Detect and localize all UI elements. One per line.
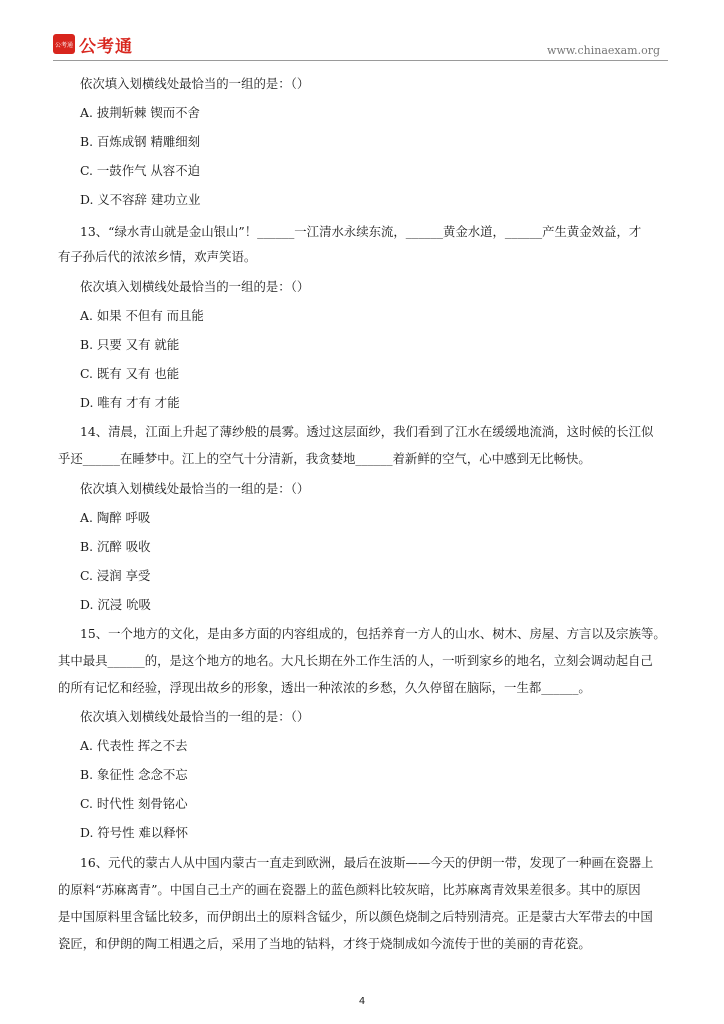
q16-stem-line-4: 瓷匠，和伊朗的陶工相遇之后，采用了当地的钴料，才终于烧制成如今流传于世的美丽的青花瓷。 [58, 936, 591, 951]
q13-stem-line-1: 13、“绿水青山就是金山银山”！______一江清水永续东流，______黄金水道，______产生黄金效益，才 [80, 224, 642, 239]
q16-stem-line-2: 的原料“苏麻离青”。中国自己土产的画在瓷器上的蓝色颜料比较灰暗，比苏麻离青效果差很多。其中的原因 [58, 882, 641, 897]
site-url[interactable]: www.chinaexam.org [547, 44, 660, 57]
q16-stem-line-3: 是中国原料里含锰比较多，而伊朗出土的原料含锰少，所以颜色烧制之后特别清亮。正是蒙古大军带去的中国 [58, 909, 653, 924]
q15-option-c: C. 时代性 刻骨铭心 [80, 796, 188, 811]
q15-prompt: 依次填入划横线处最恰当的一组的是：（） [80, 709, 310, 724]
q15-option-b: B. 象征性 念念不忘 [80, 767, 188, 782]
q12-prompt: 依次填入划横线处最恰当的一组的是：（） [80, 76, 310, 91]
q16-stem-line-1: 16、元代的蒙古人从中国内蒙古一直走到欧洲，最后在波斯——今天的伊朗一带，发现了一种画在瓷器上 [80, 855, 654, 870]
logo[interactable] [53, 33, 133, 55]
q15-stem-line-3: 的所有记忆和经验，浮现出故乡的形象，透出一种浓浓的乡愁，久久停留在脑际，一生都______。 [58, 680, 591, 695]
q12-option-d: D. 义不容辞 建功立业 [80, 192, 201, 207]
q15-option-d: D. 符号性 难以释怀 [80, 825, 189, 840]
q14-option-d: D. 沉浸 吮吸 [80, 597, 151, 612]
q14-stem-line-2: 乎还______在睡梦中。江上的空气十分清新，我贪婪地______着新鲜的空气，心中感到无比畅快。 [58, 451, 591, 466]
page-header [0, 0, 724, 62]
q14-option-b: B. 沉醉 吸收 [80, 539, 151, 554]
q14-stem-line-1: 14、清晨，江面上升起了薄纱般的晨雾。透过这层面纱，我们看到了江水在缓缓地流淌，这时候的长江似 [80, 424, 654, 439]
q13-prompt: 依次填入划横线处最恰当的一组的是：（） [80, 279, 310, 294]
q12-option-b: B. 百炼成钢 精雕细刻 [80, 134, 201, 149]
q13-option-a: A. 如果 不但有 而且能 [80, 308, 204, 323]
q13-option-b: B. 只要 又有 就能 [80, 337, 180, 352]
q14-prompt: 依次填入划横线处最恰当的一组的是：（） [80, 481, 310, 496]
header-divider [53, 60, 668, 61]
q13-option-d: D. 唯有 才有 才能 [80, 395, 180, 410]
q15-option-a: A. 代表性 挥之不去 [80, 738, 188, 753]
q13-option-c: C. 既有 又有 也能 [80, 366, 180, 381]
page-number: 4 [358, 996, 366, 1007]
q14-option-a: A. 陶醉 呼吸 [80, 510, 151, 525]
q13-stem-line-2: 有子孙后代的浓浓乡情，欢声笑语。 [58, 249, 257, 264]
logo-badge-icon: 公考通 [53, 34, 75, 54]
q14-option-c: C. 浸润 享受 [80, 568, 151, 583]
logo-text: 公考通 [79, 36, 133, 57]
q12-option-c: C. 一鼓作气 从容不迫 [80, 163, 200, 178]
q15-stem-line-1: 15、一个地方的文化，是由多方面的内容组成的，包括养育一方人的山水、树木、房屋、方言以及宗族等。 [80, 626, 666, 641]
q15-stem-line-2: 其中最具______的，是这个地方的地名。大凡长期在外工作生活的人，一听到家乡的地名，立刻会调动起自己 [58, 653, 653, 668]
q12-option-a: A. 披荆斩棘 锲而不舍 [80, 105, 200, 120]
